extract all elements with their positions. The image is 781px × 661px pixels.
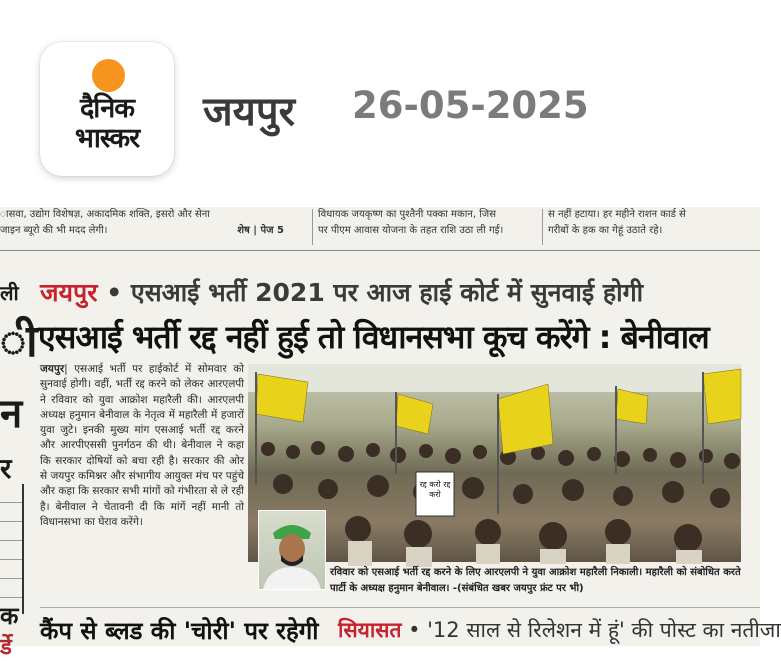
left-column-fragment xyxy=(0,269,38,660)
logo-line-1: दैनिक xyxy=(79,93,135,124)
placard-text: रद्द करो रद्द करो xyxy=(419,480,451,499)
story-body xyxy=(40,362,244,530)
continued-page-ref: शेष | पेज 5 xyxy=(237,225,284,236)
bottom-headline-right-text: • '12 साल से रिलेशन में हूं' की पोस्ट का नतीजा xyxy=(401,618,781,642)
section-divider xyxy=(0,250,760,251)
leader-inset-photo xyxy=(258,510,326,590)
strip-right-line-1: स नहीं हटाया। हर महीने राशन कार्ड से xyxy=(548,209,686,220)
strip-right-line-2: गरीबों के हक का गेहूं उठाते रहे। xyxy=(548,225,663,236)
column-divider xyxy=(542,209,543,245)
strip-left-line-2-text: जाइन ब्यूरो की भी मदद लेगी। xyxy=(0,225,108,236)
edition-date: 26-05-2025 xyxy=(352,84,589,127)
edition-city: जयपुर xyxy=(203,89,295,135)
person-portrait-icon xyxy=(259,511,325,589)
bottom-headline-right[interactable] xyxy=(338,616,781,644)
bottom-kicker: सियासत xyxy=(338,618,402,642)
dainik-bhaskar-logo[interactable] xyxy=(40,42,174,176)
app-header xyxy=(0,0,777,205)
fragment-table xyxy=(0,484,24,614)
story-topline xyxy=(40,275,740,309)
sun-icon xyxy=(92,59,125,92)
top-strip-left xyxy=(0,207,300,239)
newspaper-page[interactable] xyxy=(0,207,781,660)
strip-mid-line-1: विधायक जयकृष्ण का पुश्तैनी पक्का मकान, जिस xyxy=(318,209,496,220)
dateline: जयपुर xyxy=(40,363,65,375)
fragment-text: र्डे xyxy=(0,635,12,660)
strip-mid-line-2: पर पीएम आवास योजना के तहत राशि उठा ली गई। xyxy=(318,225,504,236)
story-body-text: | एसआई भर्ती पर हाईकोर्ट में सोमवार को सुनवाई होगी। वहीं, भर्ती रद्द करने को लेकर आरएलपी ने रविवार को युवा आक्रोश महारैली की। आरएलपी अध्यक्ष हनुमान बेनीवाल के नेतृत्व में महारैली में हजारों युवा जुटे। इनकी मुख्य मांग एसआई भर्ती रद्द करने और आरपीएससी पुनर्गठन की थी। बेनीवाल ने कहा कि सरकार दोषियों को बचा रही है। सरकार की ओर से जयपुर कमिश्नर और संभागीय आयुक्त मंच पर पहुंचे और कहा कि सरकार सभी मांगों को गंभीरता से ले रही है। बेनीवाल ने चेतावनी दी कि मांगें नहीं मानी तो विधानसभा का घेराव करेंगे। xyxy=(40,363,244,528)
story-kicker: जयपुर xyxy=(40,278,98,307)
fragment-text: र xyxy=(0,452,12,485)
fragment-text: ी xyxy=(0,316,38,367)
column-divider xyxy=(312,209,313,245)
fragment-text: न xyxy=(0,391,23,437)
topline-text: • एसआई भर्ती 2021 पर आज हाई कोर्ट में सुनवाई होगी xyxy=(97,278,644,307)
photo-caption: रविवार को एसआई भर्ती रद्द करने के लिए आरएलपी ने युवा आक्रोश महारैली निकाली। महारैली को संबोधित करते पार्टी के अध्यक्ष हनुमान बेनीवाल। -(संबंधित खबर जयपुर फ्रंट पर भी) xyxy=(330,567,741,594)
section-divider xyxy=(40,607,760,608)
bottom-headline-left[interactable]: कैंप से ब्लड की 'चोरी' पर रहेगी xyxy=(40,617,319,645)
strip-left-line-1: ासवा, उद्योग विशेषज्ञ, अकादमिक शक्ति, इसरो और सेना xyxy=(0,209,210,220)
strip-left-line-2 xyxy=(0,223,300,239)
fragment-text: क xyxy=(0,602,19,630)
story-headline[interactable]: एसआई भर्ती रद्द नहीं हुई तो विधानसभा कूच करेंगे : बेनीवाल xyxy=(38,318,709,356)
top-strip-middle xyxy=(318,207,536,239)
logo-line-2: भास्कर xyxy=(74,123,140,154)
fragment-text: ली xyxy=(0,281,19,305)
top-strip-right xyxy=(548,207,760,239)
